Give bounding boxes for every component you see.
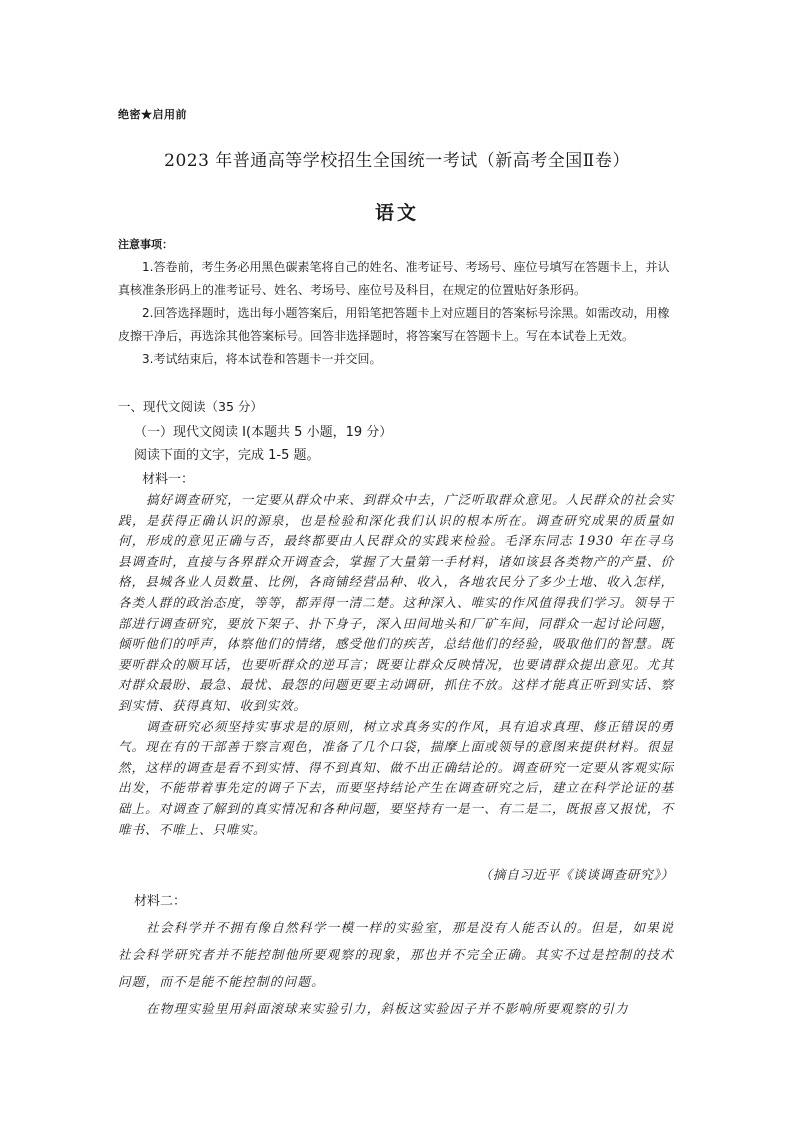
notice-item-1: 1.答卷前，考生务必用黑色碳素笔将自己的姓名、准考证号、考场号、座位号填写在答题卡上，并认真核准条形码上的准考证号、姓名、考场号、座位号及科目，在规定的位置贴好条形码。 (118, 260, 670, 297)
exam-title: 2023 年普通高等学校招生全国统一考试（新高考全国Ⅱ卷） (164, 151, 630, 171)
notice-list (118, 256, 678, 371)
material-1-source: （摘自习近平《谈谈调查研究》） (479, 867, 674, 882)
material-2-paragraph-2: 在物理实验里用斜面滚球来实验引力，斜板这实验因子并不影响所要观察的引力 (146, 1001, 629, 1016)
section-title: 一、现代文阅读（35 分） (118, 399, 263, 414)
material-1-label: 材料一： (142, 472, 195, 487)
secret-label: 绝密★启用前 (118, 108, 187, 121)
notice-heading: 注意事项： (118, 238, 173, 251)
material-1-body (118, 490, 674, 840)
subject-title: 语文 (374, 202, 419, 224)
notice-item-2: 2.回答选择题时，选出每小题答案后，用铅笔把答题卡上对应题目的答案标号涂黑。如需改动，用橡皮擦干净后，再选涂其他答案标号。回答非选择题时，将答案写在答题卡上。写在本试卷上无效。 (118, 306, 670, 343)
material-1-paragraph-2: 调查研究必须坚持实事求是的原则，树立求真务实的作风，具有追求真理、修正错误的勇气。现在有的干部善于察言观色，准备了几个口袋，揣摩上面或领导的意图来提供材料。很显然，这样的调查是看不到实情、得不到真知、做不出正确结论的。调查研究一定要从客观实际出发，不能带着事先定的调子下去，而要坚持结论产生在调查研究之后，建立在科学论证的基础上。对调查了解到的真实情况和各种问题，要坚持有一是一、有二是二，既报喜又报忧，不唯书、不唯上、只唯实。 (118, 718, 674, 837)
material-2-label: 材料二： (134, 894, 187, 909)
subsection-title: （一）现代文阅读 I(本题共 5 小题，19 分） (134, 425, 393, 440)
material-2-paragraph-1: 社会科学并不拥有像自然科学一模一样的实验室，那是没有人能否认的。但是，如果说社会科学研究者并不能控制他所要观察的现象，那也并不完全正确。其实不过是控制的技术问题，而不是能不能控制的问题。 (118, 920, 674, 989)
material-2-body (118, 914, 674, 1022)
notice-item-3: 3.考试结束后，将本试卷和答题卡一并交回。 (142, 352, 382, 366)
reading-instruction: 阅读下面的文字，完成 1-5 题。 (134, 448, 320, 463)
material-1-paragraph-1: 搞好调查研究，一定要从群众中来、到群众中去，广泛听取群众意见。人民群众的社会实践，是获得正确认识的源泉，也是检验和深化我们认识的根本所在。调查研究成果的质量如何，形成的意见正确与否，最终都要由人民群众的实践来检验。毛泽东同志 1930 年在寻乌县调查时，直接与各界群众开调查会，掌握了大量第一手材料，诸如该县各类物产的产量、价格，县城各业人员数量、比例，各商铺经营品种、收入，各地农民分了多少土地、收入怎样，各类人群的政治态度，等等，都弄得一清二楚。这种深入、唯实的作风值得我们学习。领导干部进行调查研究，要放下架子、扑下身子，深入田间地头和厂矿车间，同群众一起讨论问题，倾听他们的呼声，体察他们的情绪，感受他们的疾苦，总结他们的经验，吸取他们的智慧。既要听群众的顺耳话，也要听群众的逆耳言；既要让群众反映情况，也要请群众提出意见。尤其对群众最盼、最急、最忧、最怨的问题更要主动调研，抓住不放。这样才能真正听到实话、察到实情、获得真知、收到实效。 (118, 492, 674, 713)
